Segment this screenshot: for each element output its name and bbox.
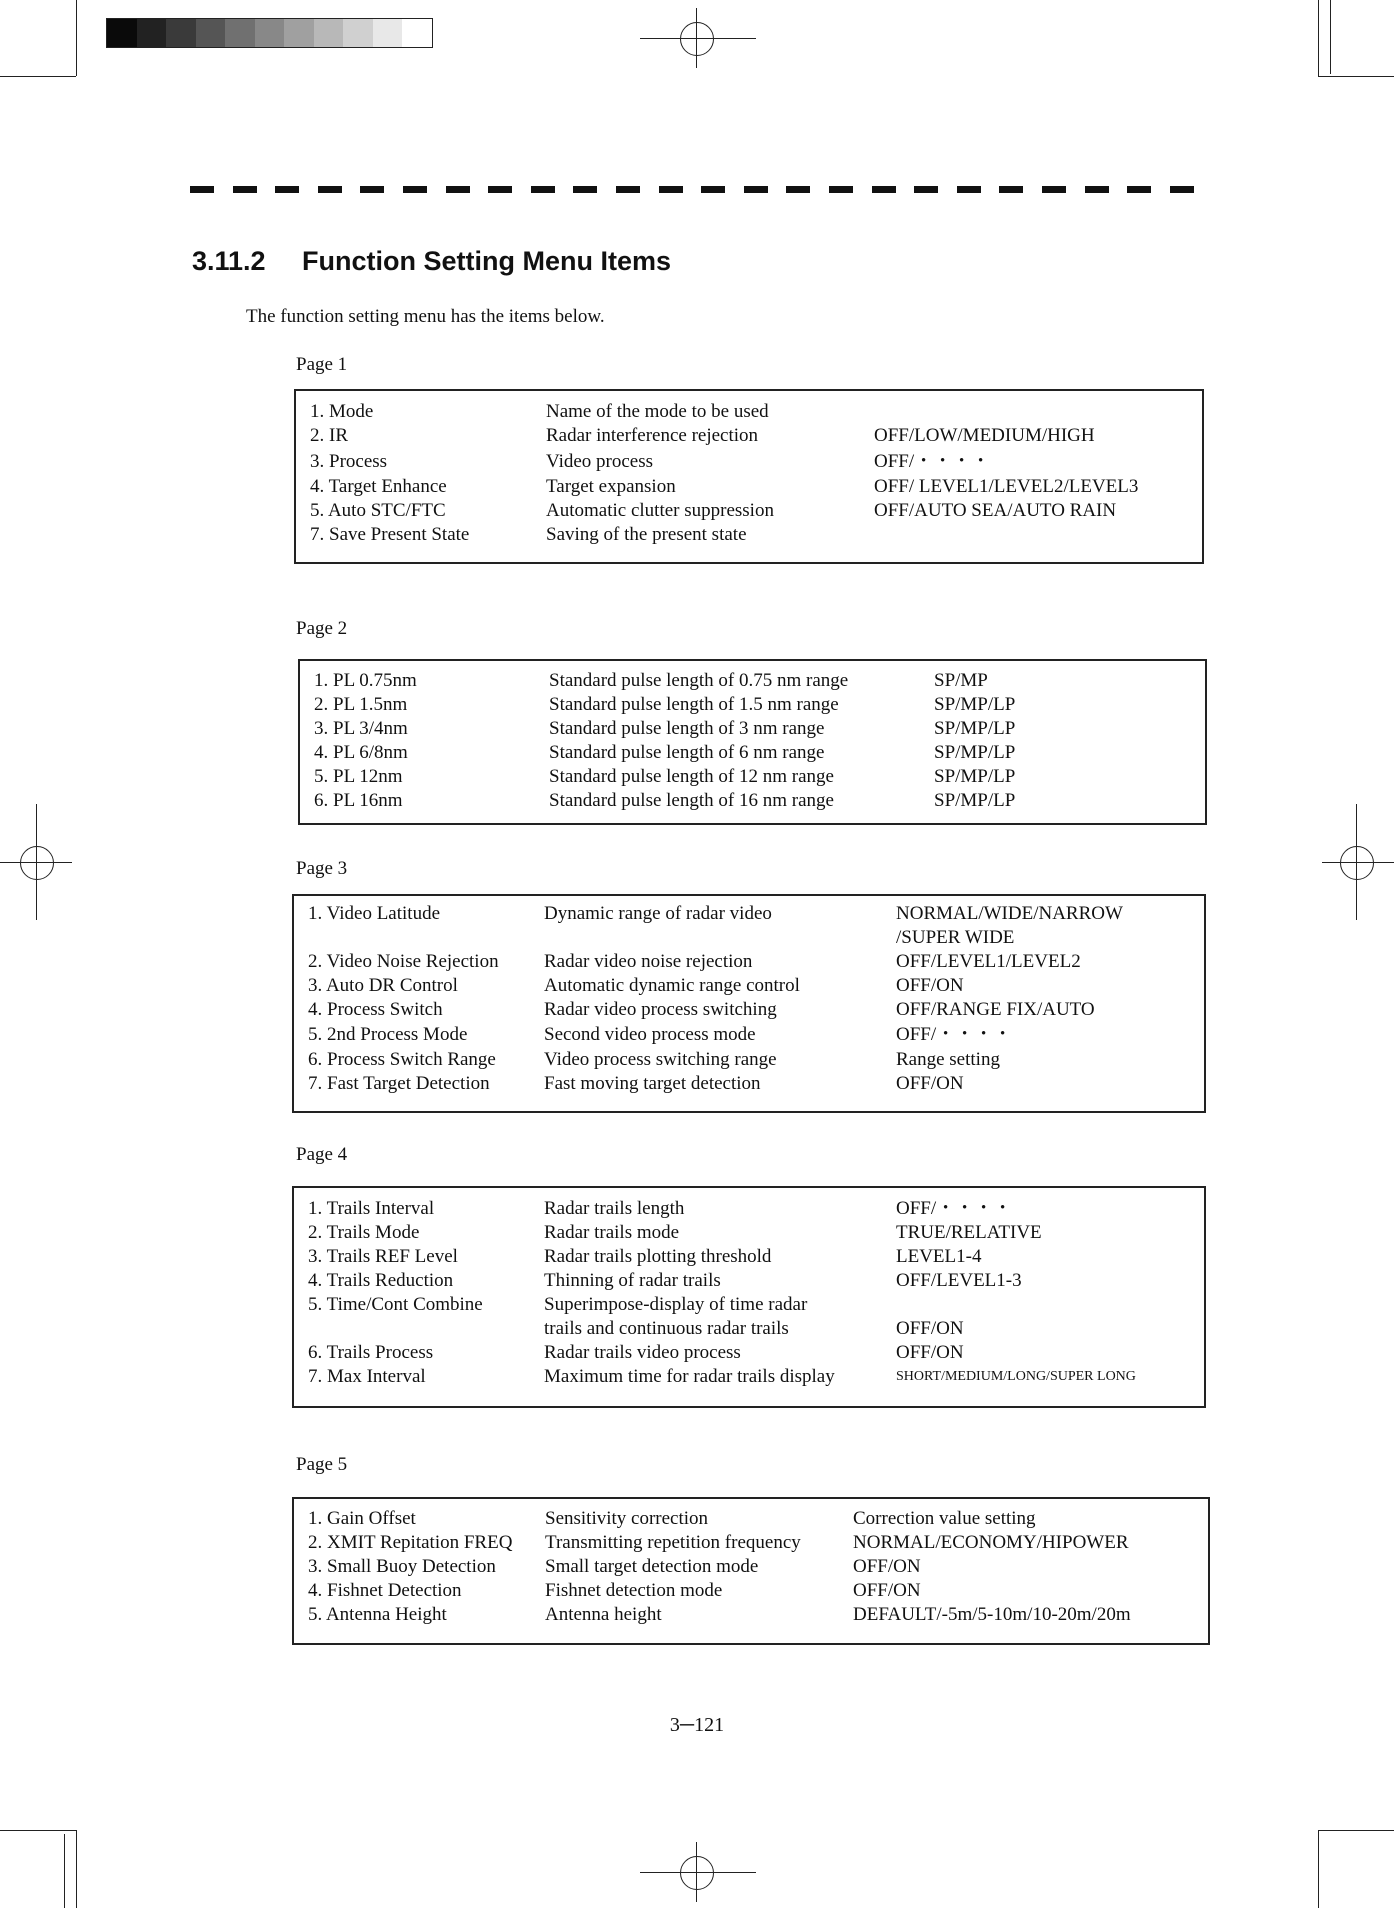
item-name: 6. Process Switch Range [308,1049,496,1070]
crop-mark [0,1830,76,1831]
table-row [314,717,1199,741]
item-values: NORMAL/ECONOMY/HIPOWER [853,1532,1129,1553]
item-values: /SUPER WIDE [896,927,1015,948]
section-title: Function Setting Menu Items [302,246,671,276]
item-name: 7. Max Interval [308,1366,426,1387]
registration-mark-top [640,8,756,68]
table-row [308,1023,1198,1047]
item-values: SP/MP/LP [934,742,1016,763]
page-label: Page 1 [296,354,348,375]
rule-dash [573,186,597,193]
table-row [308,1072,1198,1096]
item-name: 2. IR [310,425,348,446]
item-description: Sensitivity correction [545,1508,709,1529]
item-values: OFF/ LEVEL1/LEVEL2/LEVEL3 [874,476,1139,497]
item-name: 3. Process [310,451,388,472]
item-description: Fast moving target detection [544,1073,761,1094]
item-name: 4. Target Enhance [310,476,447,497]
item-values: SP/MP [934,670,988,691]
crop-mark [0,76,76,77]
item-values: Range setting [896,1049,1000,1070]
item-name: 5. PL 12nm [314,766,403,787]
crop-mark [1318,1830,1319,1908]
table-row [308,1048,1198,1072]
rule-dash [488,186,512,193]
table-row [314,789,1199,813]
rule-dash [957,186,981,193]
item-name: 7. Fast Target Detection [308,1073,490,1094]
rule-dash [659,186,683,193]
table-row [310,450,1196,474]
crop-mark [1318,0,1319,76]
item-values: SP/MP/LP [934,790,1016,811]
intro-text: The function setting menu has the items below. [246,306,605,327]
crop-mark [1318,1830,1394,1831]
table-row [308,1245,1198,1269]
table-row [308,1293,1198,1317]
item-description: Radar trails mode [544,1222,680,1243]
item-description: Radar interference rejection [546,425,759,446]
item-values: OFF/ON [896,1318,964,1339]
item-name: 5. Antenna Height [308,1604,447,1625]
item-description: Radar trails plotting threshold [544,1246,772,1267]
item-name: 2. Video Noise Rejection [308,951,499,972]
section-heading [192,246,671,277]
item-description: Standard pulse length of 6 nm range [549,742,825,763]
page-label: Page 5 [296,1454,348,1475]
table-row [314,669,1199,693]
item-description: Radar trails length [544,1198,685,1219]
item-description: Maximum time for radar trails display [544,1366,835,1387]
item-name: 3. Small Buoy Detection [308,1556,496,1577]
item-values: OFF/LEVEL1/LEVEL2 [896,951,1081,972]
item-values: SP/MP/LP [934,766,1016,787]
item-values: SP/MP/LP [934,694,1016,715]
table-row [308,974,1198,998]
item-name: 3. Trails REF Level [308,1246,458,1267]
item-values: OFF/ON [853,1556,921,1577]
table-row [308,1317,1198,1341]
table-row [308,1221,1198,1245]
crop-mark [76,0,77,76]
item-description: Superimpose-display of time radar [544,1294,808,1315]
item-values: LEVEL1-4 [896,1246,982,1267]
registration-mark-right [1318,804,1394,920]
registration-mark-bottom [640,1842,756,1902]
table-row [310,523,1196,547]
item-values: OFF/ON [896,1342,964,1363]
item-description: Standard pulse length of 1.5 nm range [549,694,839,715]
item-values: OFF/・・・・ [896,1024,1013,1045]
page-number: 3─121 [669,1714,725,1736]
item-values: OFF/LOW/MEDIUM/HIGH [874,425,1095,446]
item-values: SHORT/MEDIUM/LONG/SUPER LONG [896,1369,1136,1384]
item-description: Thinning of radar trails [544,1270,721,1291]
table-row [308,1603,1202,1627]
item-description: Second video process mode [544,1024,756,1045]
item-description: Dynamic range of radar video [544,903,772,924]
item-values: OFF/ON [896,975,964,996]
menu-table-page-2 [298,659,1207,825]
item-name: 6. Trails Process [308,1342,434,1363]
item-description: Standard pulse length of 3 nm range [549,718,825,739]
item-name: 1. PL 0.75nm [314,670,417,691]
section-number: 3.11.2 [192,246,266,276]
table-row [308,1341,1198,1365]
registration-mark-left [0,804,80,920]
table-row [310,475,1196,499]
item-name: 2. XMIT Repitation FREQ [308,1532,513,1553]
table-row [314,693,1199,717]
rule-dash [616,186,640,193]
item-name: 3. Auto DR Control [308,975,458,996]
item-name: 4. PL 6/8nm [314,742,408,763]
rule-dash [318,186,342,193]
rule-dash [1042,186,1066,193]
item-values: DEFAULT/-5m/5-10m/10-20m/20m [853,1604,1131,1625]
item-values: TRUE/RELATIVE [896,1222,1042,1243]
table-row [310,400,1196,424]
table-row [308,1507,1202,1531]
table-row [308,1269,1198,1293]
item-name: 7. Save Present State [310,524,470,545]
item-name: 1. Video Latitude [308,903,441,924]
item-description: Transmitting repetition frequency [545,1532,801,1553]
rule-dash [1085,186,1109,193]
crop-mark [1330,0,1331,74]
table-row [308,1365,1198,1389]
table-row [308,1531,1202,1555]
item-description: Standard pulse length of 0.75 nm range [549,670,849,691]
item-name: 5. 2nd Process Mode [308,1024,468,1045]
table-row [308,998,1198,1022]
rule-dash [531,186,555,193]
item-description: Automatic clutter suppression [546,500,774,521]
item-values: NORMAL/WIDE/NARROW [896,903,1123,924]
item-name: 1. Trails Interval [308,1198,435,1219]
rule-dash [872,186,896,193]
item-values: SP/MP/LP [934,718,1016,739]
item-name: 2. Trails Mode [308,1222,420,1243]
item-values: OFF/RANGE FIX/AUTO [896,999,1095,1020]
item-description: Fishnet detection mode [545,1580,723,1601]
item-values: OFF/ON [896,1073,964,1094]
item-values: OFF/AUTO SEA/AUTO RAIN [874,500,1117,521]
item-description: Small target detection mode [545,1556,759,1577]
item-name: 2. PL 1.5nm [314,694,408,715]
crop-mark [76,1830,77,1908]
item-description: Radar video process switching [544,999,777,1020]
item-description: Standard pulse length of 12 nm range [549,766,834,787]
rule-dash [190,186,214,193]
rule-dash [446,186,470,193]
item-name: 6. PL 16nm [314,790,403,811]
crop-mark [64,1834,65,1908]
rule-dash [786,186,810,193]
item-description: Saving of the present state [546,524,747,545]
item-values: OFF/LEVEL1-3 [896,1270,1022,1291]
item-values: OFF/ON [853,1580,921,1601]
rule-dash [829,186,853,193]
item-description: Video process [546,451,654,472]
item-name: 4. Trails Reduction [308,1270,454,1291]
rule-dash [360,186,384,193]
page-label: Page 2 [296,618,348,639]
table-row [308,1555,1202,1579]
item-description: Antenna height [545,1604,662,1625]
table-row [310,499,1196,523]
menu-table-page-1 [294,389,1204,564]
item-description: Target expansion [546,476,676,497]
rule-dash [701,186,725,193]
table-row [308,1579,1202,1603]
item-name: 3. PL 3/4nm [314,718,408,739]
rule-dash [403,186,427,193]
item-name: 5. Auto STC/FTC [310,500,446,521]
item-values: OFF/・・・・ [874,451,991,472]
item-description: Video process switching range [544,1049,777,1070]
item-description: Name of the mode to be used [546,401,769,422]
table-row [308,902,1198,926]
item-values: Correction value setting [853,1508,1036,1529]
table-row [308,950,1198,974]
table-row [308,1197,1198,1221]
table-row [308,926,1198,950]
item-description: Radar trails video process [544,1342,741,1363]
dashed-header-rule [190,186,1180,193]
rule-dash [999,186,1023,193]
rule-dash [1170,186,1194,193]
rule-dash [275,186,299,193]
item-description: trails and continuous radar trails [544,1318,789,1339]
rule-dash [233,186,257,193]
menu-table-page-3 [292,894,1206,1113]
menu-table-page-4 [292,1186,1206,1408]
item-name: 4. Process Switch [308,999,443,1020]
item-name: 5. Time/Cont Combine [308,1294,483,1315]
rule-dash [1127,186,1151,193]
page-label: Page 3 [296,858,348,879]
page-label: Page 4 [296,1144,348,1165]
item-name: 4. Fishnet Detection [308,1580,462,1601]
crop-mark [1318,76,1394,77]
item-description: Radar video noise rejection [544,951,753,972]
table-row [310,424,1196,448]
item-description: Automatic dynamic range control [544,975,800,996]
menu-table-page-5 [292,1497,1210,1645]
item-description: Standard pulse length of 16 nm range [549,790,834,811]
rule-dash [744,186,768,193]
rule-dash [914,186,938,193]
item-name: 1. Mode [310,401,374,422]
table-row [314,765,1199,789]
grayscale-strip [106,18,433,48]
table-row [314,741,1199,765]
item-values: OFF/・・・・ [896,1198,1013,1219]
item-name: 1. Gain Offset [308,1508,416,1529]
